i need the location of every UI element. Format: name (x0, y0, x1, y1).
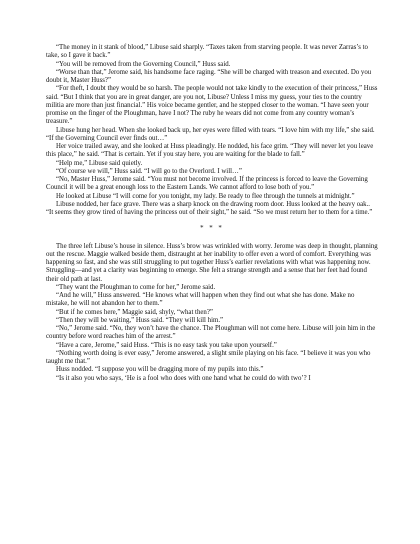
paragraph: “They want the Ploughman to come for her,” Jerome said. (56, 283, 216, 291)
document-page (46, 44, 378, 383)
section-break: * * * (200, 225, 224, 233)
paragraph: Libuse hung her head. When she looked back up, her eyes were filled with tears. “I love him with my life,” she said. “If the Governing Council ever finds out…” (46, 126, 375, 142)
paragraph: “No, Master Huss,” Jerome said. “You must not become involved. If the princess is forced to leave the Governing Council it will be a great enough loss to the Eastern Lands. We cannot afford to lose both of you.” (46, 176, 368, 192)
paragraph: Libuse nodded, her face grave. There was a sharp knock on the drawing room door. Huss looked at the heavy oak.. “It seems they grow tired of having the princess out of their sight,” he said. “So we must return her to them for a time.” (46, 200, 373, 216)
paragraph: “For theft, I doubt they would be so harsh. The people would not take kindly to the execution of their princess,” Huss said. “But I think that you are in great danger, are you not, Libuse? Unless I miss my guess, your ties to the country militia are more than just financial.” His voice became gentler, and he stepped closer to the woman. “I have seen your promise on the finger of the Ploughman, have I not? The ruby he wears did not come from any country woman’s treasure.” (46, 85, 378, 126)
paragraph: “The money in it stank of blood,” Libuse said sharply. “Taxes taken from starving people. It was never Zarras’s to take, so I gave it back.” (46, 44, 368, 60)
paragraph: “Then they will be waiting,” Huss said. “They will kill him.” (56, 316, 224, 324)
paragraph: “And he will,” Huss answered. “He knows what will happen when they find out what she has done. Make no mistake, he will not abandon her to them.” (46, 292, 355, 308)
paragraph: Her voice trailed away, and she looked at Huss pleadingly. He nodded, his face grim. “They will never let you leave this place,” he said. “That is certain. Yet if you stay here, you are waiting for the blade to fall.” (46, 143, 374, 159)
paragraph: “No,” Jerome said. “No, they won’t have the chance. The Ploughman will not come here. Libuse will join him in the country before word reaches him of the arrest.” (46, 325, 376, 341)
paragraph: “Is it also you who says, ‘He is a fool who does with one hand what he could do with two’? I (56, 374, 311, 382)
paragraph: Huss nodded. “I suppose you will be dragging more of my pupils into this.” (56, 366, 264, 374)
paragraph: “Nothing worth doing is ever easy,” Jerome answered, a slight smile playing on his face. “I believe it was you who taught me that.” (46, 349, 371, 365)
paragraph: “Worse than that,” Jerome said, his handsome face raging. “She will be charged with treason and executed. Do you doubt it, Master Huss?” (46, 68, 372, 84)
paragraph: He looked at Libuse “I will come for you tonight, my lady. Be ready to flee through the tunnels at midnight.” (56, 192, 355, 200)
paragraph: “But if he comes here,” Maggie said, shyly, “what then?” (56, 308, 213, 316)
paragraph: The three left Libuse’s house in silence. Huss’s brow was wrinkled with worry. Jerome was deep in thought, planning out the rescue. Maggie walked beside them, distraught at her inability to offer even a word of comfort. Everything was happening so fast, and she was still struggling to put together Huss’s earlier revelations with what was happening now. Struggling—and yet a clarity was beginning to emerge. She felt a strange strength and a sense that her feet had found their old path at last. (46, 242, 378, 283)
paragraph: “Help me,” Libuse said quietly. (56, 159, 143, 167)
paragraph: “You will be removed from the Governing Council,” Huss said. (56, 60, 231, 68)
paragraph: “Have a care, Jerome,” said Huss. “This is no easy task you take upon yourself.” (56, 341, 277, 349)
paragraph: “Of course we will,” Huss said. “I will go to the Overlord. I will…” (56, 167, 242, 175)
